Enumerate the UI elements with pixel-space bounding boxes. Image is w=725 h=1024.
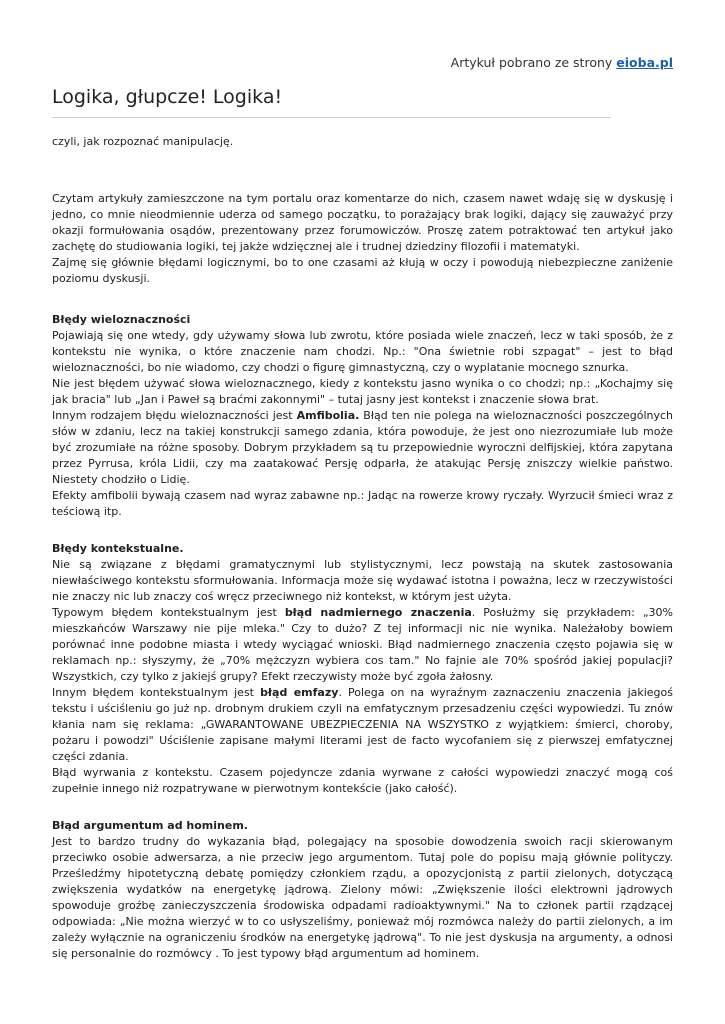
text-run: Typowym błędem kontekstualnym jest	[52, 606, 285, 619]
term-excessive-meaning: błąd nadmiernego znaczenia	[284, 606, 472, 619]
text-run: . Polega on na wyraźnym zaznaczeniu znaczenia jakiegoś tekstu i uściśleniu go już np. drobnym drukiem czyli na emfatycznym przesadzeniu części wypowiedzi. Tu znów kłania nam się reklama: „GWARANTOWANE UBEZPIECZENIA NA WSZYSTKO z wyjątkiem: śmierci, choroby, pożaru i powodzi" Uściślenie zapisane małymi literami jest de facto wycofaniem się z pierwszej emfatycznej części zdania.	[52, 686, 673, 763]
text-run: Błąd ten nie polega na wieloznaczności poszczególnych słów w zdaniu, lecz na takiej konstrukcji samego zdania, która powoduje, że jest ono niezrozumiałe lub może być zrozumiałe na różne sposoby. Dobrym przykładem są tu przepowiednie wyroczni delfijskiej, która zapytana przez Pyrrusa, króla Lidii, czy ma zaatakować Persję odparła, że atakując Persję zniszczy wielkie państwo. Niestety chodziło o Lidię.	[52, 409, 674, 486]
intro-paragraph-1: Czytam artykuły zamieszczone na tym portalu oraz komentarze do nich, czasem nawet wdaję się w dyskusję i jedno, co mnie nieodmiennie uderza od samego początku, to porażający brak logiki, dający się zauważyć przy okazji formułowania osądów, prezentowany przez forumowiczów. Proszę zatem potraktować ten artykuł jako zachętę do studiowania logiki, tej jakże wdzięcznej ale i trudnej dziedziny filozofii i matematyki.	[52, 192, 673, 253]
intro-paragraph-2: Zajmę się głównie błędami logicznymi, bo to one czasami aż kłują w oczy i powodują niebezpieczne zaniżenie poziomu dyskusji.	[52, 256, 673, 285]
term-emphasis: błąd emfazy	[260, 686, 339, 699]
ambiguity-paragraph-4: Efekty amfibolii bywają czasem nad wyraz zabawne np.: Jadąc na rowerze krowy ryczały. Wyrzucił śmieci wraz z teściową itp.	[52, 489, 673, 518]
text-run: Innym błędem kontekstualnym jest	[52, 686, 261, 699]
spacer	[52, 287, 673, 312]
context-paragraph-4: Błąd wyrwania z kontekstu. Czasem pojedyncze zdania wyrwane z całości wypowiedzi znaczyć mogą coś zupełnie innego niż rozpatrywane w pierwotnym kontekście (jako całość).	[52, 766, 673, 795]
text-run: . Posłużmy się przykładem: „30% mieszkańców Warszawy nie pije mleka." Czy to dużo? Z tej informacji nic nie wynika. Należałoby bowiem porównać inne podobne miasta i wtedy wyciągać wnioski. Błąd nadmiernego znaczenia często pojawia się w reklamach np.: słyszymy, że „70% mężczyzn wybiera cos tam." No fajnie ale 70% spośród jakiej populacji? Wszystkich, czy tylko z jakiejś grupy? Efekt rzeczywisty może być zgoła żałosny.	[52, 606, 673, 683]
context-paragraph-1: Nie są związane z błędami gramatycznymi lub stylistycznymi, lecz powstają na skutek zastosowania niewłaściwego kontekstu sformułowania. Informacja może się wydawać istotna i poważna, lecz w rzeczywistości nie znaczy nic lub znaczy coś wręcz przeciwnego niż kontekst, w którym jest użyta.	[52, 558, 673, 603]
source-prefix: Artykuł pobrano ze strony	[450, 55, 613, 70]
ambiguity-paragraph-2: Nie jest błędem używać słowa wieloznacznego, kiedy z kontekstu jasno wynika o co chodzi; np.: „Kochajmy się jak bracia" lub „Jan i Paweł są braćmi zakonnymi" – tutaj jasny jest kontekst i znaczenie słowa brat.	[52, 377, 673, 406]
article-body	[52, 134, 673, 962]
article-title: Logika, głupcze! Logika!	[52, 86, 283, 108]
context-paragraph-2	[52, 605, 673, 685]
section-heading-context: Błędy kontekstualne.	[52, 542, 184, 555]
source-attribution	[451, 55, 673, 70]
article-subtitle: czyli, jak rozpoznać manipulację.	[52, 135, 234, 148]
ambiguity-paragraph-3	[52, 408, 673, 488]
section-heading-ambiguity: Błędy wieloznaczności	[52, 313, 191, 326]
context-paragraph-3	[52, 685, 673, 765]
title-divider	[52, 117, 611, 118]
spacer	[52, 520, 673, 541]
section-heading-ad-hominem: Błąd argumentum ad hominem.	[52, 819, 248, 832]
ad-hominem-paragraph-1: Jest to bardzo trudny do wykazania błąd, polegający na sposobie dowodzenia swoich racji skierowanym przeciwko osobie adwersarza, a nie przeciw jego argumentom. Tutaj pole do popisu mają głównie polityczy. Prześledźmy hipotetyczną debatę pomiędzy członkiem rządu, a opozycjonistą z partii zielonych, dotyczącą zwiększenia wydatków na energetykę jądrową. Zielony mówi: „Zwiększenie ilości elektrowni jądrowych spowoduje groźbę zanieczyszczenia środowiska odpadami radioaktywnymi." Na to członek partii rządzącej odpowiada: „Nie można wierzyć w to co usłyszeliśmy, ponieważ mój rozmówca należy do partii zielonych, a im zależy wyłącznie na ograniczeniu środków na energetykę jądrową". To nie jest dyskusja na argumenty, a odnosi się personalnie do rozmówcy . To jest typowy błąd argumentum ad hominem.	[52, 835, 673, 960]
ambiguity-paragraph-1: Pojawiają się one wtedy, gdy używamy słowa lub zwrotu, które posiada wiele znaczeń, lecz w taki sposób, że z kontekstu nie wynika, o które znaczenie nam chodzi. Np.: "Ona świetnie robi szpagat" – jest to błąd wieloznaczności, bo nie wiadomo, czy chodzi o figurę gimnastyczną, czy o wyplatanie mocnego sznurka.	[52, 329, 673, 374]
source-link[interactable]: eioba.pl	[616, 55, 673, 70]
text-run: Innym rodzajem błędu wieloznaczności jest	[52, 409, 297, 422]
term-amfibolia: Amfibolia.	[296, 409, 360, 422]
spacer	[52, 797, 673, 818]
spacer	[52, 150, 673, 191]
